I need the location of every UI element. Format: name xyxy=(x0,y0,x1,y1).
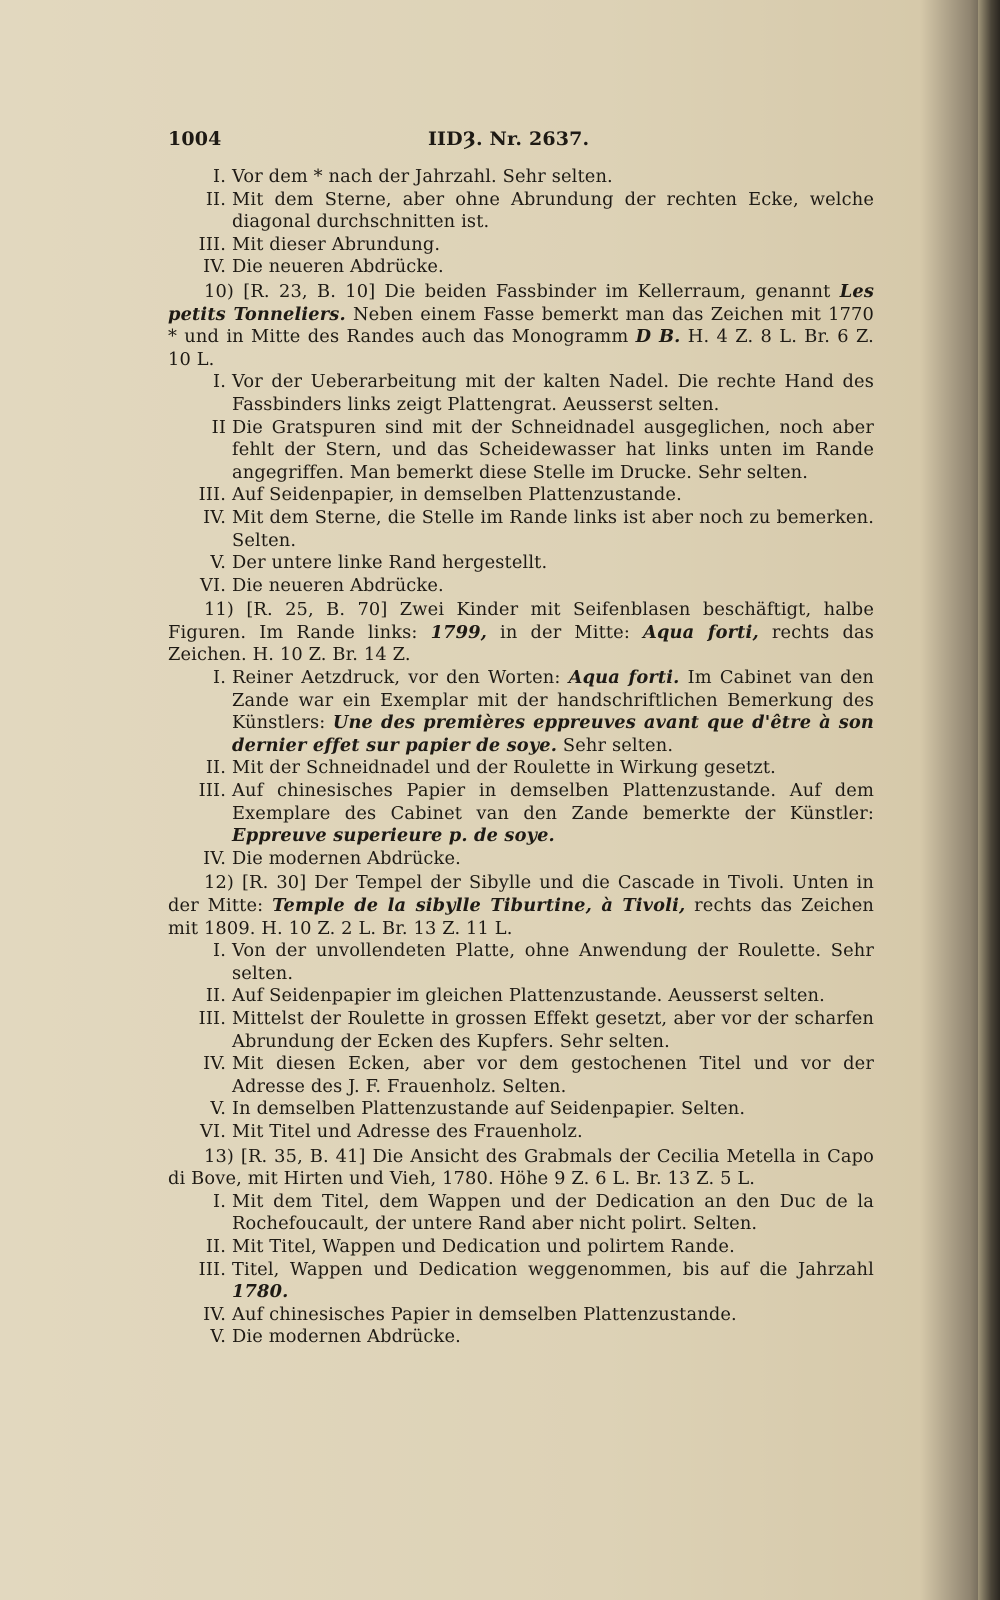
state-item: IV. Auf chinesisches Papier in demselben Plattenzustande. xyxy=(203,1303,737,1325)
entry-9-states xyxy=(168,166,874,279)
state-item: IV. Mit dem Sterne, die Stelle im Rande links ist aber noch zu bemerken. Selten. xyxy=(203,506,874,551)
state-item: IV. Die modernen Abdrücke. xyxy=(203,847,461,869)
state-item: I. Von der unvollendeten Platte, ohne Anwendung der Roulette. Sehr selten. xyxy=(213,940,874,984)
state-item: VI. Mit Titel und Adresse des Frauenholz. xyxy=(200,1120,583,1142)
state-item: I. Vor der Ueberarbeitung mit der kalten Nadel. Die rechte Hand des Fassbinders links zeigt Plattengrat. Aeusserst selten. xyxy=(213,371,874,415)
state-item: I. Vor dem * nach der Jahrzahl. Sehr selten. xyxy=(213,166,613,187)
entry-13-description: 13) [R. 35, B. 41] Die Ansicht des Grabmals der Cecilia Metella in Capo di Bove, mit Hirten und Vieh, 1780. Höhe 9 Z. 6 L. Br. 13 Z. 5 L. xyxy=(168,1145,874,1190)
state-item: V. Die modernen Abdrücke. xyxy=(210,1326,461,1348)
state-item: I. Mit dem Titel, dem Wappen und der Dedication an den Duc de la Rochefoucault, der untere Rand aber nicht polirt. Selten. xyxy=(213,1190,874,1235)
state-item: IV. Mit diesen Ecken, aber vor dem gestochenen Titel und vor der Adresse des J. F. Frauenholz. Selten. xyxy=(203,1053,874,1097)
state-item: III. Mittelst der Roulette in grossen Effekt gesetzt, aber vor der scharfen Abrundung der Ecken des Kupfers. Sehr selten. xyxy=(198,1007,874,1052)
state-item: III. Auf Seidenpapier, in demselben Plattenzustande. xyxy=(198,484,682,506)
state-item: I. Reiner Aetzdruck, vor den Worten: Aqua forti. Im Cabinet van den Zande war ein Exemplar mit der handschriftlichen Bemerkung des Künstlers: Une des premières eppreuves avant que d'être à son dernier effet sur papier de soye. Sehr selten. xyxy=(213,667,874,756)
state-item: III. Mit dieser Abrundung. xyxy=(198,233,441,255)
entry-12-states xyxy=(168,940,874,1143)
entry-13-states xyxy=(168,1191,874,1349)
state-item: II Die Gratspuren sind mit der Schneidnadel ausgeglichen, noch aber fehlt der Stern, und das Scheidewasser hat links unten im Rande angegriffen. Man bemerkt diese Stelle im Drucke. Sehr selten. xyxy=(211,416,874,483)
entry-11-states xyxy=(168,667,874,870)
page-header xyxy=(168,122,874,166)
state-item: V. In demselben Plattenzustande auf Seidenpapier. Selten. xyxy=(210,1098,746,1120)
state-item: II. Mit der Schneidnadel und der Roulette in Wirkung gesetzt. xyxy=(205,757,776,779)
running-title: IIDȜ. Nr. 2637. xyxy=(428,128,590,150)
state-item: III. Auf chinesisches Papier in demselben Plattenzustande. Auf dem Exemplare des Cabinet van den Zande bemerkte der Künstler: Eppreuve superieure p. de soye. xyxy=(198,780,874,847)
state-item: VI. Die neueren Abdrücke. xyxy=(200,574,444,596)
state-item: V. Der untere linke Rand hergestellt. xyxy=(210,552,548,574)
state-item: II. Auf Seidenpapier im gleichen Plattenzustande. Aeusserst selten. xyxy=(205,985,825,1007)
entry-11-description: 11) [R. 25, B. 70] Zwei Kinder mit Seifenblasen beschäftigt, halbe Figuren. Im Rande links: 1799, in der Mitte: Aqua forti, rechts das Zeichen. H. 10 Z. Br. 14 Z. xyxy=(168,599,875,666)
entry-10-states xyxy=(168,371,874,597)
page-number: 1004 xyxy=(168,128,222,150)
state-item: IV. Die neueren Abdrücke. xyxy=(203,256,444,278)
book-spine-shadow xyxy=(978,0,1000,1600)
state-item: II. Mit Titel, Wappen und Dedication und polirtem Rande. xyxy=(205,1235,735,1257)
state-item: II. Mit dem Sterne, aber ohne Abrundung der rechten Ecke, welche diagonal durchschnitten ist. xyxy=(205,188,874,233)
entry-12-description: 12) [R. 30] Der Tempel der Sibylle und die Cascade in Tivoli. Unten in der Mitte: Temple de la sibylle Tiburtine, à Tivoli, rechts das Zeichen mit 1809. H. 10 Z. 2 L. Br. 13 Z. 11 L. xyxy=(168,872,874,939)
state-item: III. Titel, Wappen und Dedication weggenommen, bis auf die Jahrzahl 1780. xyxy=(198,1258,874,1303)
entry-10-description: 10) [R. 23, B. 10] Die beiden Fassbinder im Kellerraum, genannt Les petits Tonneliers. Neben einem Fasse bemerkt man das Zeichen mit 1770 * und in Mitte des Randes auch das Monogramm D B. H. 4 Z. 8 L. Br. 6 Z. 10 L. xyxy=(168,280,874,370)
page-content xyxy=(168,122,874,1349)
